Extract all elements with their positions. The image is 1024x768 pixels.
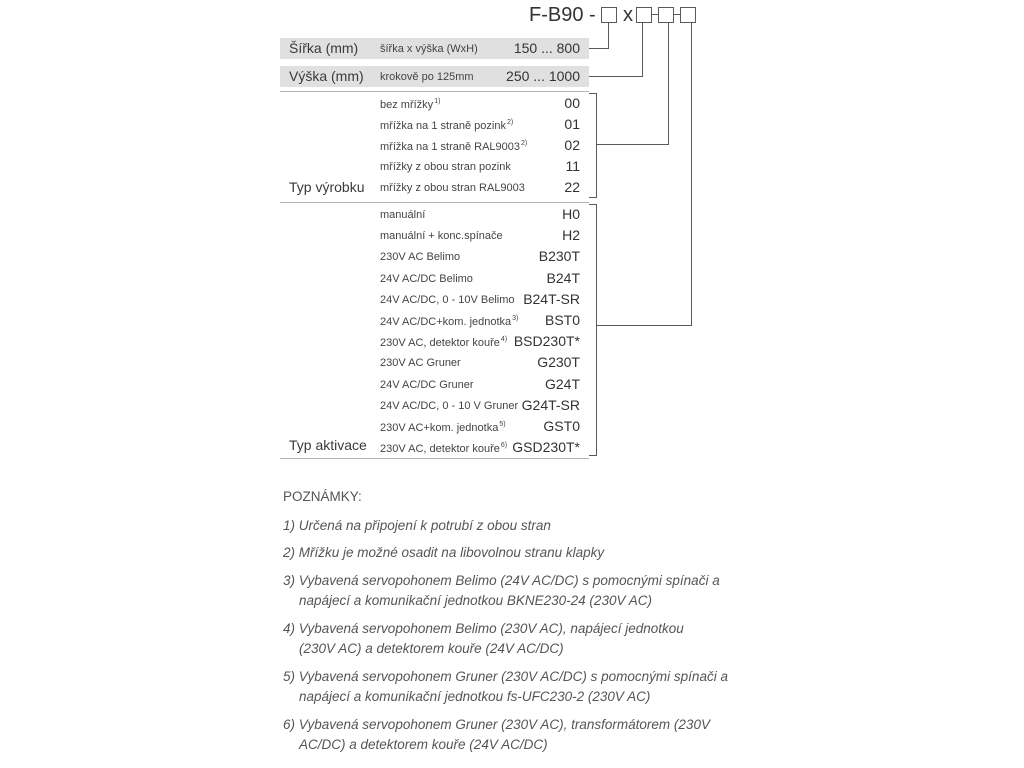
option-description [380, 182, 525, 194]
option-description [380, 140, 527, 153]
option-code: 22 [564, 179, 580, 195]
footnote-ref: 6) [500, 442, 508, 450]
option-description [380, 230, 503, 242]
option-description-text: 230V AC Belimo [380, 251, 461, 264]
option-code: BST0 [544, 312, 580, 328]
option-code: G24T [544, 375, 580, 392]
width-connector [608, 23, 609, 49]
option-description-text: 230V AC+kom. jednotka [380, 422, 499, 434]
option-description-text: mřížka na 1 straně pozink [380, 120, 506, 132]
option-description-text: mřížka na 1 straně RAL9003 [380, 141, 521, 153]
option-description [380, 161, 511, 173]
product-type-bracket [589, 93, 597, 198]
footnote-ref: 1) [434, 98, 441, 105]
option-description [380, 421, 506, 434]
option-description [380, 251, 460, 263]
height-connector [589, 76, 643, 77]
row-divider [280, 91, 589, 92]
option-description-text: 24V AC/DC, 0 - 10V Belimo [380, 293, 515, 306]
option-code: 02 [564, 137, 580, 153]
option-description-text: 24V AC/DC Gruner [380, 378, 474, 391]
option-description-text: 24V AC/DC+kom. jednotka [380, 316, 512, 328]
activation-type-bracket [589, 204, 597, 456]
note-line: (230V AC) a detektorem kouře (24V AC/DC) [299, 641, 564, 656]
option-description-text: manuální [380, 209, 426, 221]
note-line: 2) Mřížku je možné osadit na libovolnou stranu klapky [283, 545, 605, 560]
code-box-size [601, 7, 617, 23]
product-type-label: Typ výrobku [289, 179, 365, 195]
option-code: H2 [562, 227, 580, 244]
row-divider [280, 458, 589, 459]
footnote-ref: 3) [512, 315, 519, 322]
option-code: 11 [565, 158, 580, 174]
height-desc: krokově po 125mm [380, 71, 474, 83]
option-description [380, 336, 507, 349]
footnote-ref: 4) [500, 336, 508, 344]
code-box-product-type [636, 7, 652, 23]
note-line: 4) Vybavená servopohonem Belimo (230V AC), napájecí jednotkou [283, 621, 684, 636]
note-line: 3) Vybavená servopohonem Belimo (24V AC/DC) s pomocnými spínači a [283, 573, 720, 588]
activation-type-connector [597, 325, 692, 326]
product-code-prefix: F-B90 - [529, 4, 596, 26]
footnote-ref: 5) [499, 421, 506, 428]
option-code: G230T [537, 354, 580, 371]
option-code: B230T [538, 248, 580, 265]
height-range: 250 ... 1000 [506, 68, 580, 84]
width-connector [589, 48, 609, 49]
code-box-extra [680, 7, 696, 23]
activation-type-label: Typ aktivace [289, 437, 367, 453]
width-label: Šířka (mm) [289, 40, 359, 56]
option-description-text: manuální + konc.spínače [380, 230, 503, 243]
option-code: BSD230T* [513, 333, 580, 350]
option-description [380, 442, 507, 455]
option-description [380, 98, 440, 111]
option-description [380, 400, 518, 412]
option-code: 01 [564, 116, 580, 132]
option-description [380, 315, 518, 328]
notes-title: POZNÁMKY: [283, 489, 362, 504]
option-description-text: 230V AC Gruner [380, 357, 461, 370]
activation-type-connector [691, 23, 692, 326]
option-code: B24T-SR [523, 290, 580, 307]
note-line: 5) Vybavená servopohonem Gruner (230V AC/DC) s pomocnými spínači a [283, 669, 728, 684]
height-label: Výška (mm) [289, 68, 364, 84]
option-description-text: 24V AC/DC, 0 - 10 V Gruner [380, 399, 519, 412]
option-description [380, 119, 513, 132]
option-description-text: bez mřížky [380, 99, 434, 111]
option-description-text: mřížky z obou stran RAL9003 [380, 182, 525, 194]
option-description [380, 273, 473, 285]
code-separator-x: x [623, 4, 633, 26]
option-description [380, 379, 474, 391]
note-line: 1) Určená na připojení k potrubí z obou stran [283, 518, 551, 533]
option-code: B24T [546, 269, 580, 286]
note-line: napájecí a komunikační jednotkou BKNE230-24 (230V AC) [299, 593, 652, 608]
option-code: G24T-SR [521, 396, 580, 413]
option-code: GSD230T* [512, 439, 580, 456]
option-description [380, 294, 515, 306]
option-description-text: 230V AC, detektor kouře [380, 337, 500, 350]
option-description-text: 24V AC/DC Belimo [380, 272, 473, 285]
row-divider [280, 202, 589, 203]
height-connector [642, 23, 643, 77]
note-line: napájecí a komunikační jednotkou fs-UFC230-2 (230V AC) [299, 689, 651, 704]
option-description [380, 357, 461, 369]
option-description [380, 209, 425, 221]
note-line: AC/DC) a detektorem kouře (24V AC/DC) [299, 737, 548, 752]
width-range: 150 ... 800 [513, 40, 580, 56]
footnote-ref: 2) [521, 140, 528, 147]
option-description-text: 230V AC, detektor kouře [380, 443, 500, 456]
option-code: 00 [564, 95, 580, 111]
option-description-text: mřížky z obou stran pozink [380, 161, 511, 173]
footnote-ref: 2) [506, 119, 514, 126]
product-type-connector [668, 23, 669, 145]
option-code: GST0 [543, 418, 580, 434]
product-type-connector [597, 144, 669, 145]
code-box-activation [658, 7, 674, 23]
width-desc: šířka x výška (WxH) [380, 43, 478, 55]
note-line: 6) Vybavená servopohonem Gruner (230V AC), transformátorem (230V [283, 717, 710, 732]
option-code: H0 [562, 206, 580, 222]
